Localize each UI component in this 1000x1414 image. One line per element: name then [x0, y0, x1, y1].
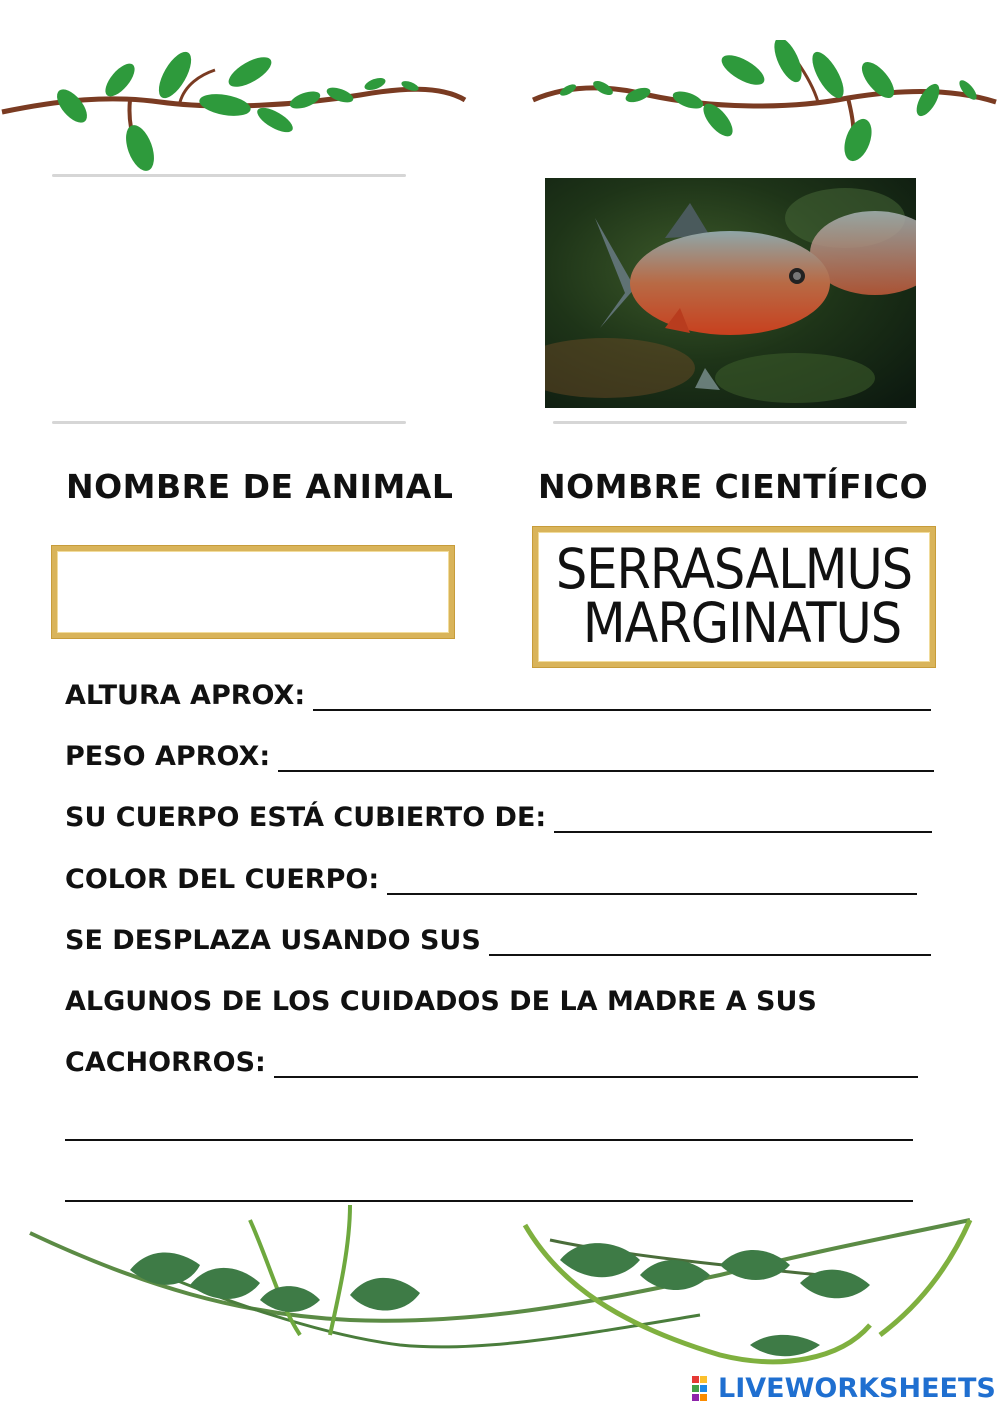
field-body-color — [65, 864, 917, 895]
field-mother-care-label: ALGUNOS DE LOS CUIDADOS DE LA MADRE A SUS — [65, 986, 817, 1017]
field-body-covering — [65, 802, 932, 833]
piranha-photo — [545, 178, 916, 408]
liveworksheets-logo-icon — [692, 1376, 716, 1402]
field-mother-care — [65, 986, 817, 1017]
animal-name-heading: NOMBRE DE ANIMAL — [66, 467, 454, 506]
liveworksheets-logo-text: LIVEWORKSHEETS — [718, 1373, 996, 1404]
field-weight — [65, 741, 934, 772]
left-photo-top-rule — [52, 174, 406, 177]
field-movement-label: SE DESPLAZA USANDO SUS — [65, 925, 481, 956]
field-body-covering-input[interactable] — [554, 807, 932, 833]
vine-top-left-icon — [0, 40, 470, 175]
field-movement — [65, 925, 931, 956]
field-offspring-input[interactable] — [274, 1052, 918, 1078]
answer-line-2[interactable] — [65, 1200, 913, 1202]
animal-name-input[interactable] — [52, 546, 454, 638]
field-body-color-label: COLOR DEL CUERPO: — [65, 864, 380, 895]
scientific-name-line2: MARGINATUS — [582, 591, 902, 655]
field-offspring — [65, 1047, 918, 1078]
field-height-label: ALTURA APROX: — [65, 680, 306, 711]
right-photo-bottom-rule — [553, 421, 907, 424]
left-photo-bottom-rule — [52, 421, 406, 424]
liveworksheets-logo[interactable] — [692, 1373, 996, 1404]
field-weight-input[interactable] — [278, 746, 934, 772]
field-offspring-label: CACHORROS: — [65, 1047, 266, 1078]
vine-bottom-icon — [20, 1205, 980, 1380]
answer-line-1[interactable] — [65, 1139, 913, 1141]
field-movement-input[interactable] — [489, 930, 931, 956]
scientific-name-heading: NOMBRE CIENTÍFICO — [538, 467, 929, 506]
field-height-input[interactable] — [313, 685, 931, 711]
vine-top-right-icon — [528, 40, 1000, 165]
scientific-name-box — [533, 527, 935, 667]
field-body-covering-label: SU CUERPO ESTÁ CUBIERTO DE: — [65, 802, 547, 833]
field-body-color-input[interactable] — [387, 869, 917, 895]
field-weight-label: PESO APROX: — [65, 741, 271, 772]
field-height — [65, 680, 931, 711]
scientific-name-line1: SERRASALMUS — [555, 537, 913, 601]
